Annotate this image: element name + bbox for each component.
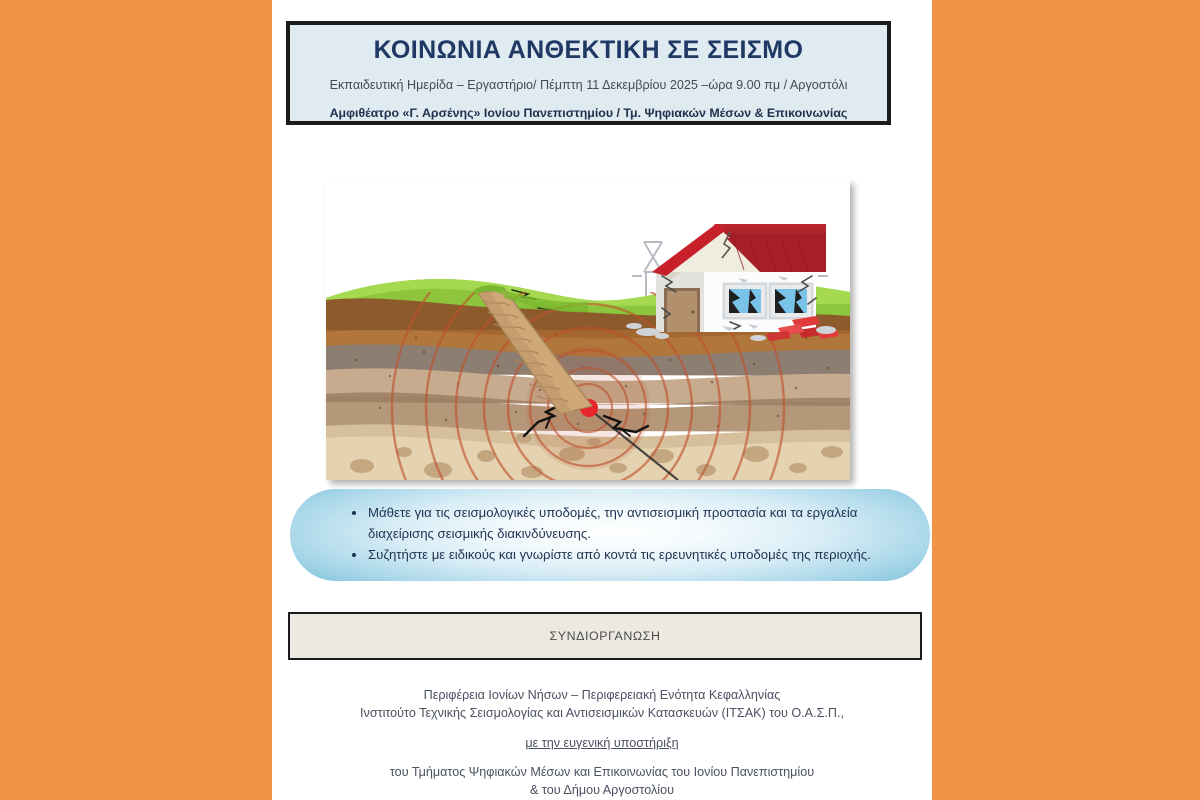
list-item: Συζητήστε με ειδικούς και γνωρίστε από κοντά τις ερευνητικές υποδομές της περιοχής. bbox=[352, 545, 884, 565]
header-box bbox=[286, 21, 891, 125]
highlights-callout bbox=[290, 489, 930, 581]
earthquake-illustration bbox=[326, 180, 850, 480]
organizer-line-1: Περιφέρεια Ιονίων Νήσων – Περιφερειακή Ενότητα Κεφαλληνίας bbox=[423, 688, 781, 702]
list-item: Μάθετε για τις σεισμολογικές υποδομές, την αντισεισμική προστασία και τα εργαλεία διαχείρισης σεισμικής διακινδύνευσης. bbox=[352, 503, 884, 544]
coorganization-label: ΣΥΝΔΙΟΡΓΑΝΩΣΗ bbox=[549, 629, 661, 643]
page-title: ΚΟΙΝΩΝΙΑ ΑΝΘΕΚΤΙΚΗ ΣΕ ΣΕΙΣΜΟ bbox=[373, 36, 804, 64]
event-subtitle: Εκπαιδευτική Ημερίδα – Εργαστήριο/ Πέμπτη 11 Δεκεμβρίου 2025 –ώρα 9.00 πμ / Αργοστόλι bbox=[329, 77, 848, 92]
event-venue: Αμφιθέατρο «Γ. Αρσένης» Ιονίου Πανεπιστημίου / Τμ. Ψηφιακών Μέσων & Επικοινωνίας bbox=[329, 105, 848, 120]
earthquake-illustration-svg bbox=[326, 180, 850, 480]
coorganization-banner bbox=[288, 612, 922, 660]
damaged-house bbox=[626, 224, 839, 341]
highlights-list bbox=[290, 503, 930, 566]
support-label: με την ευγενική υποστήριξη bbox=[525, 735, 679, 750]
supporter-line-1: του Τμήματος Ψηφιακών Μέσων και Επικοινωνίας του Ιονίου Πανεπιστημίου bbox=[389, 764, 815, 779]
organizer-line-2: Ινστιτούτο Τεχνικής Σεισμολογίας και Αντισεισμικών Κατασκευών (ΙΤΣΑΚ) του Ο.Α.Σ.Π., bbox=[360, 706, 844, 721]
poster-page bbox=[272, 0, 932, 800]
supporter-line-2: & του Δήμου Αργοστολίου bbox=[530, 783, 674, 797]
credits-block bbox=[272, 686, 932, 799]
